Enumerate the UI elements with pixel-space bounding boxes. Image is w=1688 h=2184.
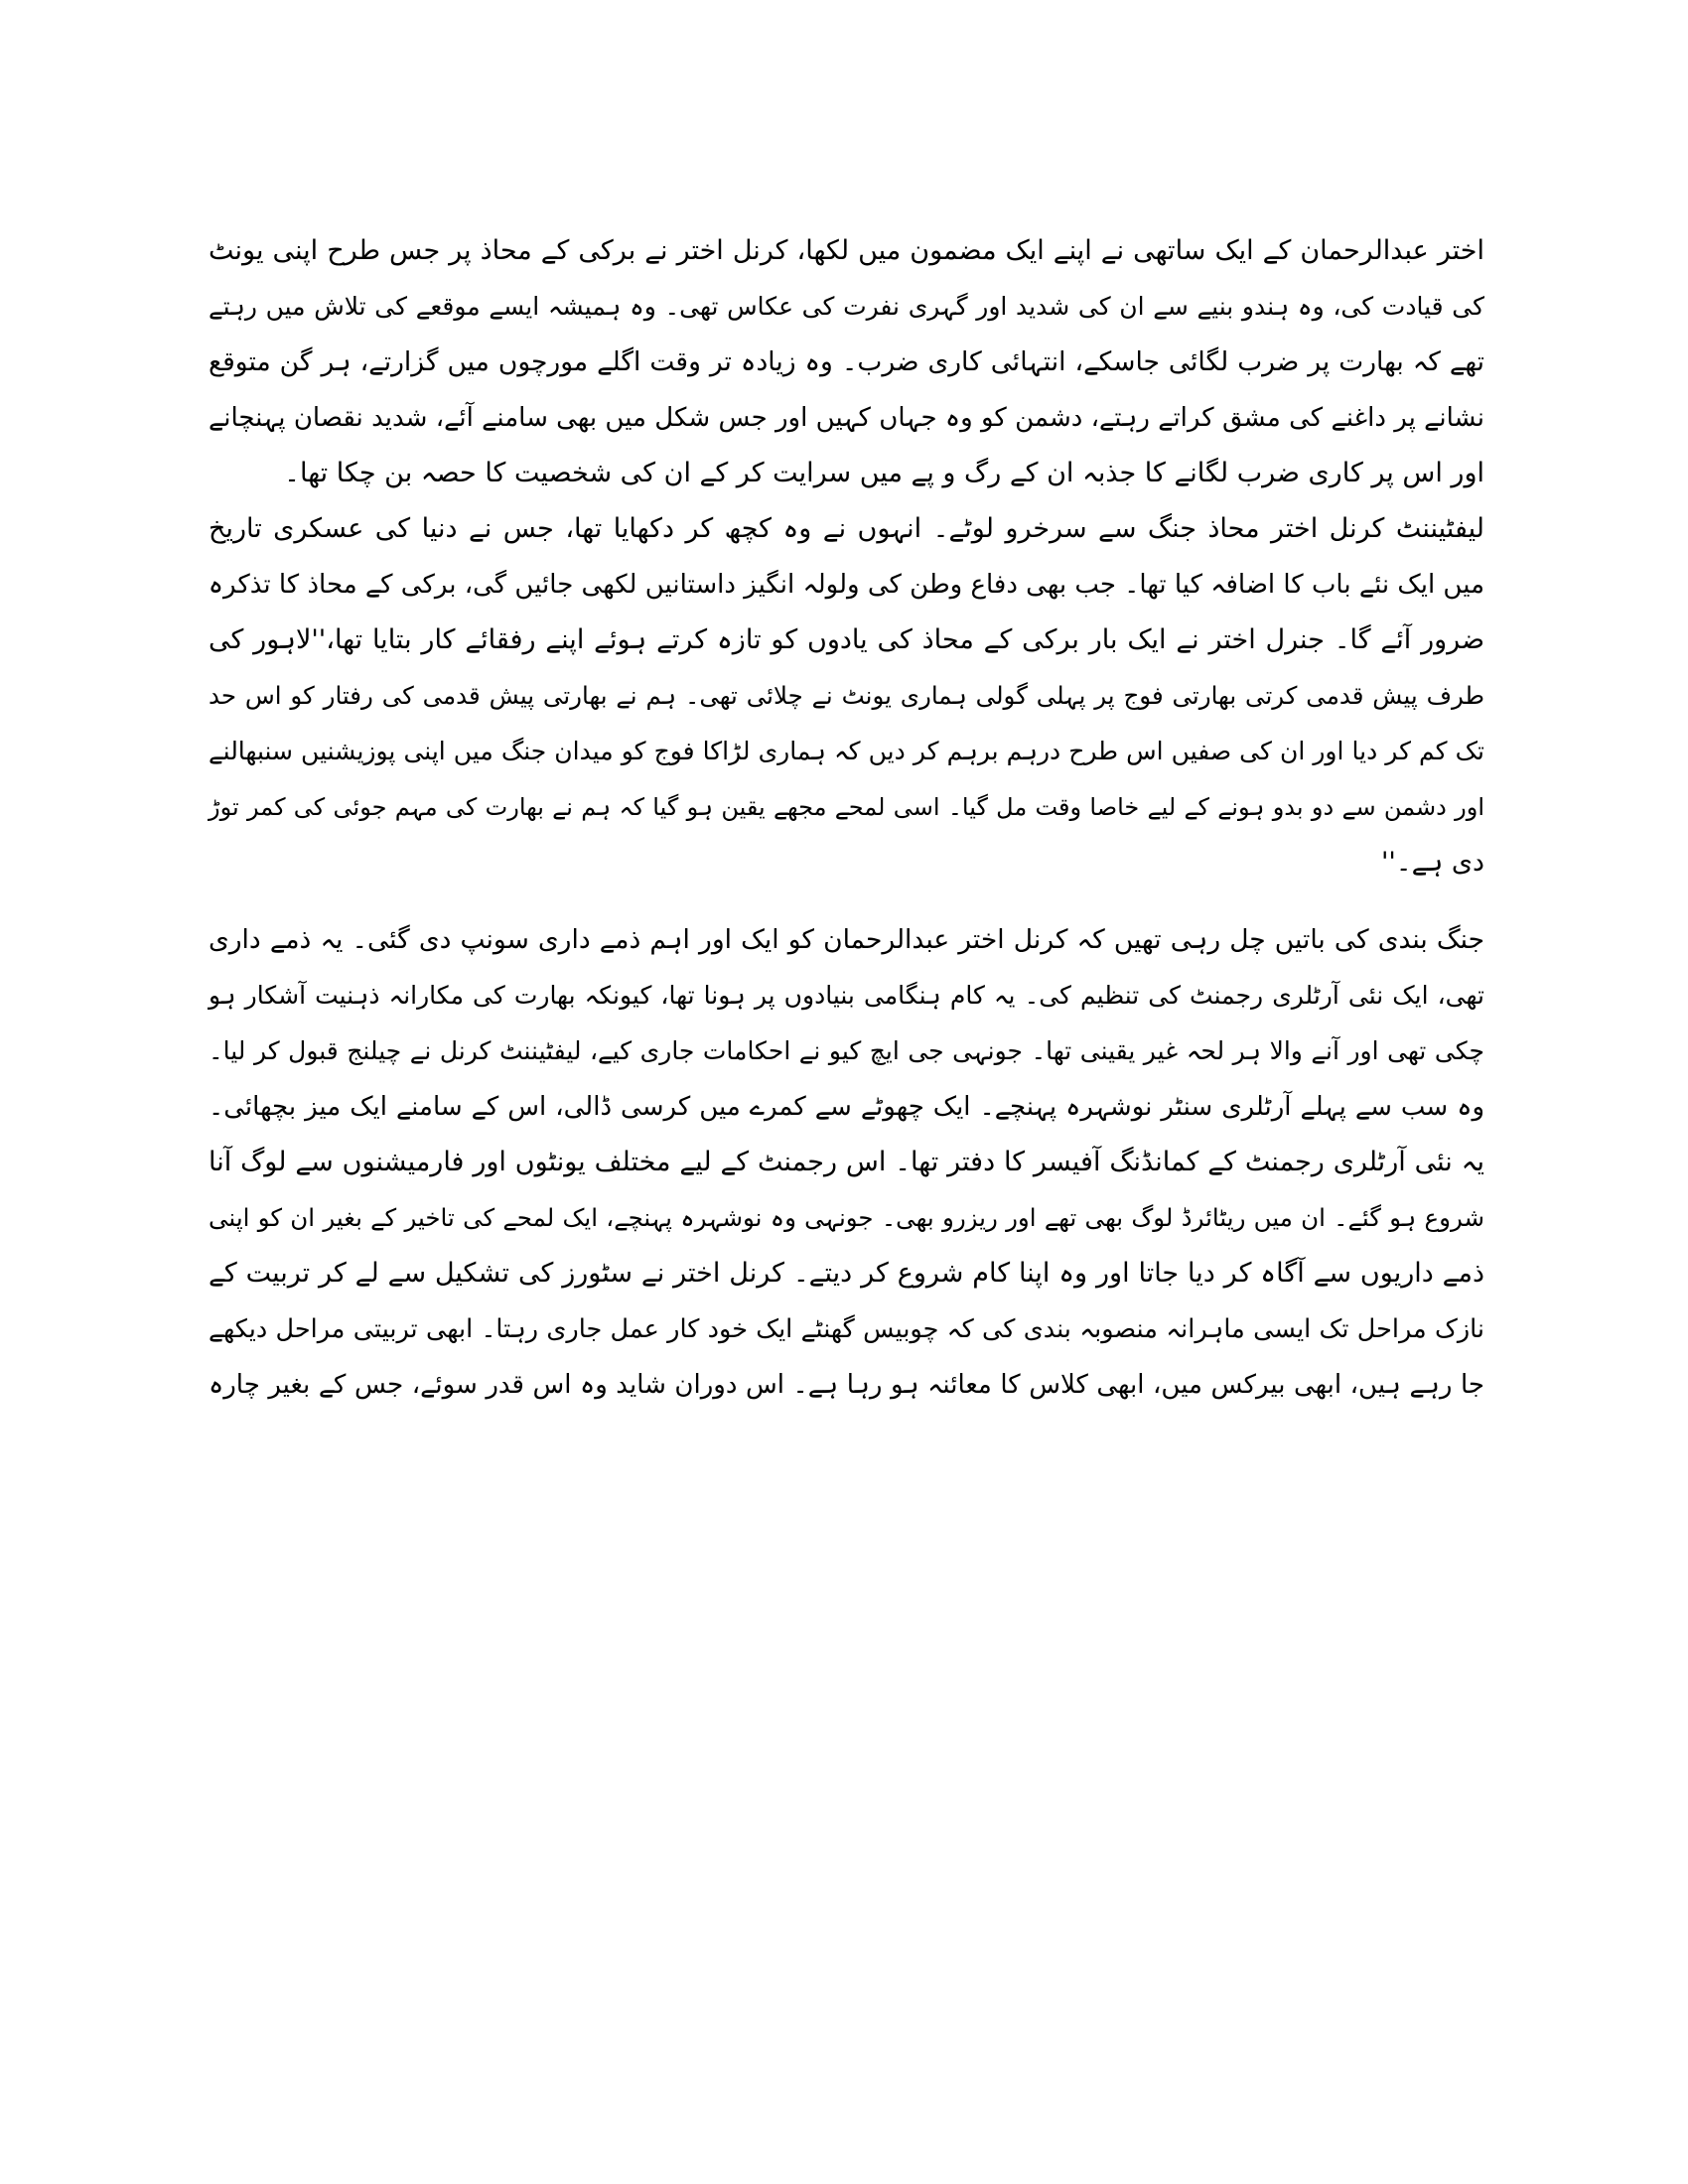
- paragraph-gap: [209, 890, 1484, 912]
- text-line: جا رہے ہیں، ابھی بیرکس میں، ابھی کلاس کا معائنہ ہو رہا ہے۔ اس دوران شاید وہ اس قدر سوئے، جس کے بغیر چارہ: [209, 1370, 1484, 1400]
- text-line: اور اس پر کاری ضرب لگانے کا جذبہ ان کے رگ و پے میں سرایت کر کے ان کی شخصیت کا حصہ بن چکا تھا۔: [284, 458, 1484, 488]
- text-line: تھے کہ بھارت پر ضرب لگائی جاسکے، انتہائی کاری ضرب۔ وہ زیادہ تر وقت اگلے مورچوں میں گزارتے، ہر گن متوقع: [209, 346, 1484, 377]
- text-line: شروع ہو گئے۔ ان میں ریٹائرڈ لوگ بھی تھے اور ریزرو بھی۔ جونہی وہ نوشہرہ پہنچے، ایک لمحے کی تاخیر کے بغیر ان کو اپنی: [209, 1203, 1484, 1232]
- document-body: [209, 223, 1484, 1413]
- text-line: طرف پیش قدمی کرتی بھارتی فوج پر پہلی گولی ہماری یونٹ نے چلائی تھی۔ ہم نے بھارتی پیش قدمی کی رفتار کو اس حد: [209, 681, 1484, 710]
- text-line: کی قیادت کی، وہ ہندو بنیے سے ان کی شدید اور گہری نفرت کی عکاس تھی۔ وہ ہمیشہ ایسے موقعے کی تلاش میں رہتے: [209, 292, 1484, 321]
- text-line: تک کم کر دیا اور ان کی صفیں اس طرح درہم برہم کر دیں کہ ہماری لڑاکا فوج کو میدان جنگ میں اپنی پوزیشنیں سنبھالنے: [209, 737, 1484, 765]
- text-line: دی ہے۔'': [1380, 847, 1484, 878]
- paragraph-3: [209, 912, 1484, 1413]
- text-line: تھی، ایک نئی آرٹلری رجمنٹ کی تنظیم کی۔ یہ کام ہنگامی بنیادوں پر ہونا تھا، کیونکہ بھارت کی مکارانہ ذہنیت آشکار ہو: [209, 981, 1484, 1010]
- text-line: میں ایک نئے باب کا اضافہ کیا تھا۔ جب بھی دفاع وطن کی ولولہ انگیز داستانیں لکھی جائیں گی، برکی کے محاذ کا تذکرہ: [208, 570, 1484, 600]
- text-line: وہ سب سے پہلے آرٹلری سنٹر نوشہرہ پہنچے۔ ایک چھوٹے سے کمرے میں کرسی ڈالی، اس کے سامنے ایک میز بچھائی۔: [209, 1092, 1484, 1122]
- text-line: اور دشمن سے دو بدو ہونے کے لیے خاصا وقت مل گیا۔ اسی لمحے مجھے یقین ہو گیا کہ ہم نے بھارت کی مہم جوئی کی کمر توڑ: [209, 793, 1484, 821]
- text-line: یہ نئی آرٹلری رجمنٹ کے کمانڈنگ آفیسر کا دفتر تھا۔ اس رجمنٹ کے لیے مختلف یونٹوں اور فارمیشنوں سے لوگ آنا: [209, 1147, 1484, 1177]
- paragraph-1: [209, 223, 1484, 501]
- text-line: لیفٹیننٹ کرنل اختر محاذ جنگ سے سرخرو لوٹے۔ انہوں نے وہ کچھ کر دکھایا تھا، جس نے دنیا کی عسکری تاریخ: [209, 513, 1484, 544]
- paragraph-2: [209, 501, 1484, 890]
- text-line: ضرور آئے گا۔ جنرل اختر نے ایک بار برکی کے محاذ کی یادوں کو تازہ کرتے ہوئے اپنے رفقائے کار بتایا تھا،''لاہور کی: [209, 624, 1484, 655]
- text-line: چکی تھی اور آنے والا ہر لحہ غیر یقینی تھا۔ جونہی جی ایچ کیو نے احکامات جاری کیے، لیفٹیننٹ کرنل نے چیلنج قبول کر لیا۔: [209, 1036, 1484, 1065]
- text-line: اختر عبدالرحمان کے ایک ساتھی نے اپنے ایک مضمون میں لکھا، کرنل اختر نے برکی کے محاذ پر جس طرح اپنی یونٹ: [209, 235, 1484, 266]
- text-line: ذمے داریوں سے آگاہ کر دیا جاتا اور وہ اپنا کام شروع کر دیتے۔ کرنل اختر نے سٹورز کی تشکیل سے لے کر تربیت کے: [209, 1258, 1484, 1289]
- text-line: جنگ بندی کی باتیں چل رہی تھیں کہ کرنل اختر عبدالرحمان کو ایک اور اہم ذمے داری سونپ دی گئی۔ یہ ذمے داری: [209, 924, 1484, 955]
- text-line: نازک مراحل تک ایسی ماہرانہ منصوبہ بندی کی کہ چوبیس گھنٹے ایک خود کار عمل جاری رہتا۔ ابھی تربیتی مراحل دیکھے: [209, 1314, 1484, 1344]
- text-line: نشانے پر داغنے کی مشق کراتے رہتے، دشمن کو وہ جہاں کہیں اور جس شکل میں بھی سامنے آئے، شدید نقصان پہنچانے: [209, 403, 1484, 433]
